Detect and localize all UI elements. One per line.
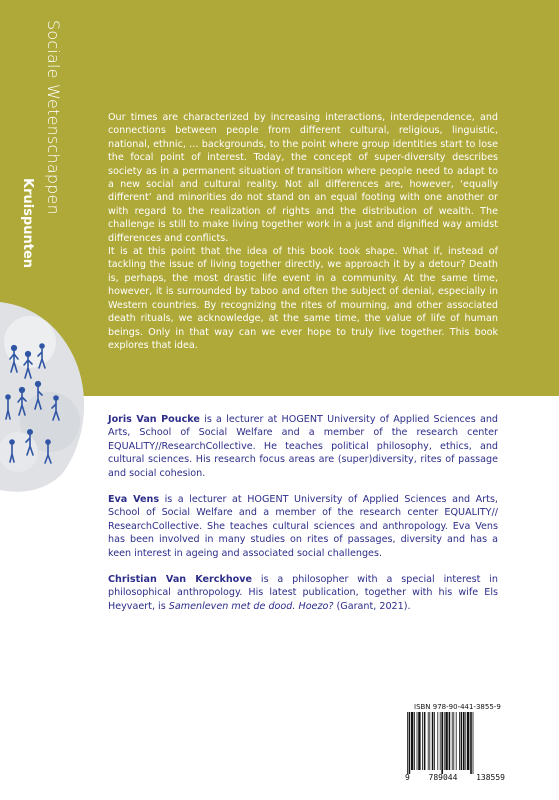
cover-artwork: [0, 302, 92, 492]
barcode-digits: [405, 773, 505, 782]
author-name: Joris Van Poucke: [108, 414, 200, 425]
author-bio: [108, 573, 498, 613]
series-name: Sociale Wetenschappen: [44, 20, 63, 215]
blurb-paragraph: Our times are characterized by increasing interactions, interdependence, and connections between people from different cultural, religious, linguistic, national, ethnic, … backgrounds, to the point where group identities start to lose the focal point of interest. Today, the concept of super-diversity describes society as in a permanent situation of transition where people need to adapt to a new social and cultural reality. Not all differences are, however, ‘equally different’ and minorities do not stand on an equal footing with one another or with regard to the realization of rights and the distribution of wealth. The challenge is still to make living together work in a just and dignified way amidst differences and conflicts.: [108, 112, 498, 244]
barcode-bar: [470, 712, 472, 774]
barcode-digit-group: 138559: [476, 773, 505, 782]
barcode-bar: [424, 712, 426, 770]
barcode-bar: [422, 712, 423, 770]
barcode-bar: [467, 712, 469, 770]
author-bio: [108, 413, 498, 480]
barcode-bar: [465, 712, 466, 770]
barcode-digit-group: 789044: [428, 773, 458, 782]
barcode-bar: [428, 712, 429, 770]
barcode: [405, 712, 505, 774]
barcode-bar: [449, 712, 451, 770]
barcode-bar: [440, 712, 441, 770]
barcode-bar: [459, 712, 460, 770]
barcode-bar: [437, 712, 438, 770]
author-bio-text: (Garant, 2021).: [333, 600, 411, 612]
barcode-bar: [414, 712, 415, 770]
barcode-bar: [453, 712, 454, 770]
barcode-bar: [434, 712, 435, 770]
back-cover-blurb: [108, 111, 498, 352]
barcode-bar: [417, 712, 418, 770]
barcode-bar: [429, 712, 430, 770]
author-bio-text: is a lecturer at HOGENT University of Applied Sciences and Arts, School of Social Welfare and a member of the research center EQUALITY//ResearchCollective. He teaches political philosophy, ethics, and cultural sciences. His research focus areas are (super)diversity, rites of passage and social cohesion.: [108, 414, 498, 479]
barcode-bar: [445, 712, 447, 770]
barcode-bar: [418, 712, 420, 770]
author-bio: [108, 493, 498, 560]
isbn-label: ISBN 978-90-441-3855-9: [414, 703, 501, 711]
series-title: Kruispunten: [20, 178, 35, 269]
barcode-bar: [463, 712, 465, 770]
barcode-digit-group: 9: [405, 773, 410, 782]
blurb-paragraph: It is at this point that the idea of this book took shape. What if, instead of tackling the issue of living together directly, we approach it by a detour? Death is, perhaps, the most drastic life event in a community. At the same time, however, it is surrounded by taboo and often the subject of denial, especially in Western countries. By recognizing the rites of mourning, and other associated death rituals, we acknowledge, at the same time, the value of life of human beings. Only in that way can we ever hope to truly live together. This book explores that idea.: [108, 246, 498, 351]
barcode-bar: [432, 712, 434, 770]
barcode-bar: [473, 712, 474, 774]
barcode-bar: [456, 712, 457, 770]
barcode-bar: [452, 712, 453, 770]
author-bio-text: is a philosopher with a special interest in philosophical anthropology. His latest publication, together with his wife Els Heyvaert, is: [108, 574, 498, 612]
author-bio-text: is a lecturer at HOGENT University of Applied Sciences and Arts, School of Social Welfare and a member of the research center EQUALITY// ResearchCollective. She teaches cultural sciences and anthropology. Eva Vens has been involved in many studies on rites of passages, diversity and has a keen interest in ageing and associated social challenges.: [108, 494, 498, 559]
author-name: Christian Van Kerckhove: [108, 574, 253, 586]
author-name: Eva Vens: [108, 494, 160, 506]
barcode-bar: [461, 712, 463, 770]
barcode-bar: [411, 712, 413, 770]
barcode-bar: [441, 712, 443, 774]
barcode-bar: [407, 712, 408, 774]
book-title: Samenleven met de dood. Hoezo?: [168, 600, 334, 612]
barcode-bar: [444, 712, 445, 770]
author-bios: [108, 413, 498, 626]
barcode-bar: [409, 712, 411, 774]
